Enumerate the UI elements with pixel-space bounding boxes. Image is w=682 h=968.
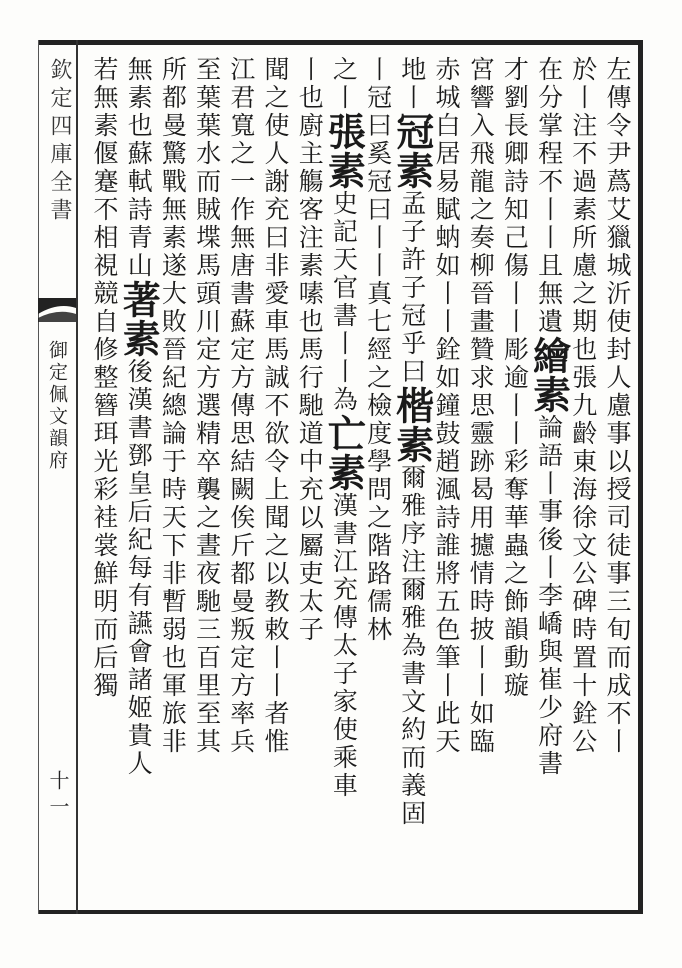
text-column	[87, 56, 121, 906]
text-column	[190, 56, 224, 906]
text-column	[116, 56, 162, 906]
entry-headword: 著素	[116, 280, 162, 358]
column-text: 丨也	[295, 56, 325, 112]
column-text: 孟子許子冠乎曰	[397, 190, 427, 386]
column-text: 廚主觴客注素嗉也	[295, 112, 325, 336]
column-text: 彫逾丨丨彩奪華蟲之飾韻動璇	[500, 336, 530, 700]
column-text: 左傳令尹蔿艾獵城沂使封人慮事以授司徒事三旬而成不丨	[603, 56, 632, 756]
column-text: 至葉葉水而賊堞馬頭川定方選精卒襲之晝夜馳三百里至其	[192, 56, 222, 756]
column-text: 才劉長卿詩知己傷丨丨	[500, 56, 530, 336]
column-text: 史記天官書丨丨為	[329, 190, 359, 414]
column-text: 馬行馳道中充以屬吏太子	[295, 336, 325, 644]
column-text: 丨冠曰奚冠曰丨丨	[363, 56, 393, 280]
column-text: 之丨	[329, 56, 359, 112]
column-text: 若無素偃蹇不相視	[90, 56, 119, 280]
frame-right-border	[638, 40, 643, 914]
text-column	[497, 56, 531, 906]
column-text: 地丨	[397, 56, 427, 112]
column-text: 爾雅序注爾雅為書文約而義固	[397, 464, 427, 828]
text-column	[321, 56, 367, 906]
text-column	[566, 56, 600, 906]
entry-headword: 冠素	[389, 112, 435, 190]
column-text: 後漢書鄧皇后紀每有讌會諸姬貴人	[124, 358, 154, 778]
text-column	[389, 56, 435, 906]
margin-left-border	[38, 40, 39, 914]
column-text: 漢書江充傳太子家使乘車	[329, 492, 359, 800]
text-column	[155, 56, 189, 906]
text-column	[292, 56, 326, 906]
column-text: 於丨注不過素所慮之期也張九齡東海徐文公碑時置十銓公	[568, 56, 598, 756]
column-text: 無素也蘇軾詩青山	[124, 56, 154, 280]
frame-bottom-border	[38, 910, 642, 914]
entry-headword: 繪素	[526, 336, 572, 414]
text-column	[600, 56, 634, 906]
frame-top-border	[38, 40, 642, 45]
margin-divider	[76, 40, 78, 914]
column-text: 赤城白居易賦蚋如丨丨銓如鐘鼓趙渢詩誰將五色筆丨此天	[432, 56, 461, 756]
text-column	[526, 56, 572, 906]
column-text: 江君寬之一作無唐書蘇定方傳思結闕俟斤都曼叛定方率兵	[226, 56, 256, 756]
column-text: 所都曼驚戰無素遂大敗晉紀總論于時天下非暫弱也軍旅非	[158, 56, 188, 756]
page-number: 十一	[46, 770, 70, 822]
book-title: 御定佩文韻府	[46, 340, 68, 472]
text-column	[224, 56, 258, 906]
text-column	[258, 56, 292, 906]
column-text: 論語丨事後丨李嶠與崔少府書	[534, 414, 564, 778]
column-text: 聞之使人謝充曰非愛車馬誠不欲令上聞之以教敕丨丨者惟	[261, 56, 290, 756]
column-text: 競自修整簪珥光彩袿裳鮮明而后獨	[90, 280, 119, 700]
column-text: 宮響入飛龍之奏柳晉畫贊求思靈跡曷用攄情時披丨丨如臨	[466, 56, 496, 756]
entry-headword: 楷素	[389, 386, 435, 464]
column-text: 在分掌程不丨丨且無遺	[534, 56, 564, 336]
margin-header: 欽定四庫全書	[47, 58, 72, 226]
text-column	[463, 56, 497, 906]
fishtail-mark-icon	[38, 292, 76, 332]
entry-headword: 張素	[321, 112, 367, 190]
column-text: 真七經之檢度學問之階路儒林	[363, 280, 393, 644]
entry-headword: 亡素	[321, 414, 367, 492]
